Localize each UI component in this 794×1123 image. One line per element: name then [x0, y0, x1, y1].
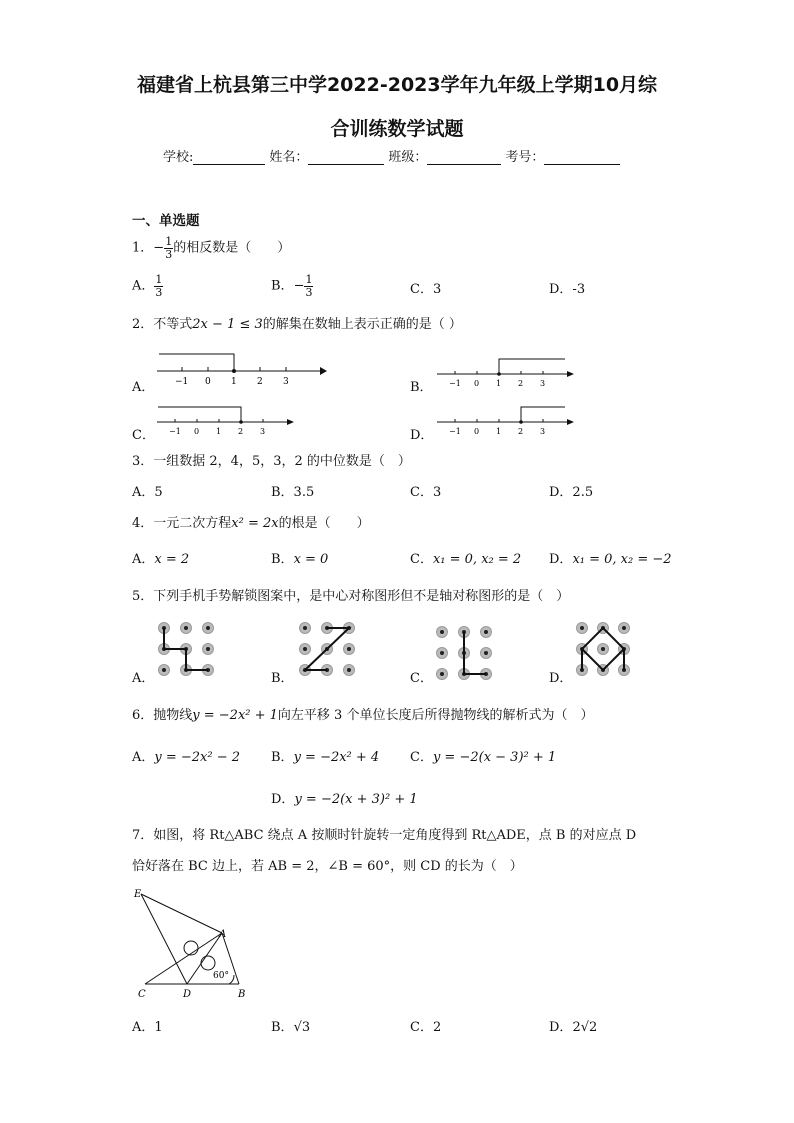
tick-label: 1: [216, 427, 222, 436]
q6-stem: [132, 709, 593, 722]
q4-c-value: x₁ = 0, x₂ = 2: [432, 552, 522, 567]
q7-d-label: D．: [549, 1020, 573, 1035]
q6-option-a[interactable]: [132, 751, 240, 764]
q4-c-label: C．: [410, 552, 433, 567]
q6-expr: y = −2x² + 1: [192, 708, 278, 723]
q6-a-value: y = −2x² − 2: [154, 750, 241, 765]
q1-a-fraction: [154, 274, 163, 298]
q3-option-b[interactable]: B．3.5: [271, 485, 315, 500]
q7-triangle-figure: [128, 884, 258, 1004]
q1-option-b[interactable]: [271, 274, 313, 298]
q6-c-value: y = −2(x − 3)² + 1: [432, 750, 557, 765]
fig-label-d: D: [183, 989, 192, 1000]
tick-label: 2: [518, 379, 524, 388]
q3-option-c[interactable]: C．3: [410, 485, 442, 500]
name-label: 姓名：: [269, 150, 309, 165]
fig-label-e: E: [134, 889, 142, 900]
q7-option-a[interactable]: A．1: [132, 1020, 163, 1035]
q1-text: 的相反数是（ ）: [173, 240, 291, 256]
q4-d-value: x₁ = 0, x₂ = −2: [572, 552, 672, 567]
tick-label: 3: [540, 379, 546, 388]
tick-label: 0: [194, 427, 200, 436]
school-label: 学校:: [163, 150, 194, 165]
q7-stem-line2: 恰好落在 BC 边上，若 AB = 2，∠B = 60°，则 CD 的长为（ ）: [132, 859, 523, 874]
q2-numberline-c: [155, 404, 300, 438]
q1-a-num: 1: [155, 273, 163, 286]
q4-b-label: B．: [271, 552, 294, 567]
page-title-line2: 合训练数学试题: [330, 118, 464, 140]
tick-label: 2: [257, 377, 263, 387]
q2-text: 的解集在数轴上表示正确的是（ ）: [262, 317, 462, 332]
q6-c-label: C．: [410, 750, 433, 765]
q3-stem: 3．一组数据 2，4，5，3，2 的中位数是（ ）: [132, 454, 411, 469]
q2-option-a-label[interactable]: A．: [132, 380, 155, 395]
q2-option-c-label[interactable]: C．: [132, 428, 155, 443]
q1-option-a[interactable]: [132, 274, 163, 298]
q7-b-label: B．: [271, 1020, 294, 1035]
q2-expr: 2x − 1 ≤ 3: [192, 317, 263, 332]
q1-a-den: 3: [155, 285, 163, 299]
q2-option-b-label[interactable]: B．: [410, 380, 433, 395]
q5-stem: 5．下列手机手势解锁图案中，是中心对称图形但不是轴对称图形的是（ ）: [132, 589, 570, 604]
q1-fraction: [164, 236, 173, 260]
q2-numberline-b: [435, 356, 580, 390]
q1-b-minus: −: [293, 278, 305, 294]
q6-text: 向左平移 3 个单位长度后所得抛物线的解析式为（ ）: [277, 708, 594, 723]
q6-option-d[interactable]: [271, 793, 418, 806]
tick-label: 2: [238, 427, 244, 436]
q4-option-a[interactable]: [132, 553, 189, 566]
q1-num: 1．: [132, 240, 154, 256]
q4-a-value: x = 2: [154, 552, 190, 567]
q3-option-d[interactable]: D．2.5: [549, 485, 594, 500]
q6-d-value: y = −2(x + 3)² + 1: [294, 792, 418, 807]
q2-stem: [132, 318, 462, 331]
q1-option-c[interactable]: C．3: [410, 282, 442, 297]
tick-label: 3: [540, 427, 546, 436]
student-info-row: [163, 146, 624, 165]
q5-pattern-b: [296, 620, 356, 680]
q4-b-value: x = 0: [293, 552, 329, 567]
q4-d-label: D．: [549, 552, 573, 567]
q6-b-value: y = −2x² + 4: [293, 750, 380, 765]
class-blank[interactable]: [427, 152, 501, 165]
q1-b-num: 1: [305, 273, 313, 286]
q4-a-label: A．: [132, 552, 155, 567]
tick-label: −1: [169, 427, 181, 436]
q1-b-label: B．: [271, 278, 294, 294]
q7-b-value: √3: [293, 1020, 311, 1035]
fig-angle-label: 60°: [213, 971, 229, 981]
name-blank[interactable]: [308, 152, 384, 165]
tick-label: 1: [496, 427, 502, 436]
q1-frac-num: 1: [165, 235, 173, 248]
q7-d-value: 2√2: [572, 1020, 598, 1035]
q1-a-label: A．: [132, 278, 155, 294]
q2-num: 2．不等式: [132, 317, 193, 332]
q5-pattern-c: [435, 624, 495, 684]
tick-label: −1: [449, 427, 461, 436]
number-blank[interactable]: [544, 152, 620, 165]
q1-option-d[interactable]: D．-3: [549, 282, 586, 297]
tick-label: 0: [474, 379, 480, 388]
q7-stem-line1: 7．如图，将 Rt△ABC 绕点 A 按顺时针旋转一定角度得到 Rt△ADE，点 B 的对应点 D: [132, 828, 637, 843]
number-label: 考号：: [505, 150, 545, 165]
q2-numberline-a: [155, 350, 330, 390]
q4-option-c[interactable]: [410, 553, 521, 566]
q5-option-a-label[interactable]: A．: [132, 671, 155, 686]
page-title-line1: 福建省上杭县第三中学2022-2023学年九年级上学期10月综: [136, 74, 658, 96]
tick-label: −1: [175, 377, 189, 387]
q1-b-fraction: [304, 274, 313, 298]
q5-option-b-label[interactable]: B．: [271, 671, 294, 686]
q6-d-label: D．: [271, 792, 295, 807]
q1-minus: −: [153, 240, 165, 256]
tick-label: −1: [449, 379, 461, 388]
q6-num: 6．抛物线: [132, 708, 193, 723]
q4-stem: [132, 517, 370, 530]
tick-label: 1: [231, 377, 237, 387]
q5-pattern-a: [155, 620, 215, 680]
q1-stem: [132, 236, 290, 260]
q5-option-c-label[interactable]: C．: [410, 671, 433, 686]
q6-option-b[interactable]: [271, 751, 379, 764]
q4-option-b[interactable]: [271, 553, 328, 566]
q4-num: 4．一元二次方程: [132, 516, 232, 531]
tick-label: 0: [474, 427, 480, 436]
q5-option-d-label[interactable]: D．: [549, 671, 573, 686]
q4-expr: x² = 2x: [231, 516, 279, 531]
class-label: 班级：: [388, 150, 428, 165]
tick-label: 3: [260, 427, 266, 436]
q4-text: 的根是（ ）: [278, 516, 370, 531]
q4-option-d[interactable]: [549, 553, 672, 566]
q7-option-b[interactable]: [271, 1021, 310, 1034]
tick-label: 1: [496, 379, 502, 388]
q6-b-label: B．: [271, 750, 294, 765]
fig-label-b: B: [238, 989, 246, 1000]
q6-option-c[interactable]: [410, 751, 556, 764]
q5-pattern-d: [574, 620, 634, 680]
q7-option-c[interactable]: C．2: [410, 1020, 442, 1035]
q6-a-label: A．: [132, 750, 155, 765]
q1-b-den: 3: [305, 285, 313, 299]
tick-label: 3: [283, 377, 289, 387]
q2-numberline-d: [435, 404, 580, 438]
q2-option-d-label[interactable]: D．: [410, 428, 434, 443]
q1-frac-den: 3: [165, 247, 173, 261]
fig-label-a: A: [219, 929, 227, 940]
q3-option-a[interactable]: A．5: [132, 485, 163, 500]
school-blank[interactable]: [193, 152, 265, 165]
tick-label: 2: [518, 427, 524, 436]
section-heading: 一、单选题: [132, 213, 200, 229]
fig-label-c: C: [138, 989, 146, 1000]
tick-label: 0: [205, 377, 211, 387]
q7-option-d[interactable]: [549, 1021, 597, 1034]
